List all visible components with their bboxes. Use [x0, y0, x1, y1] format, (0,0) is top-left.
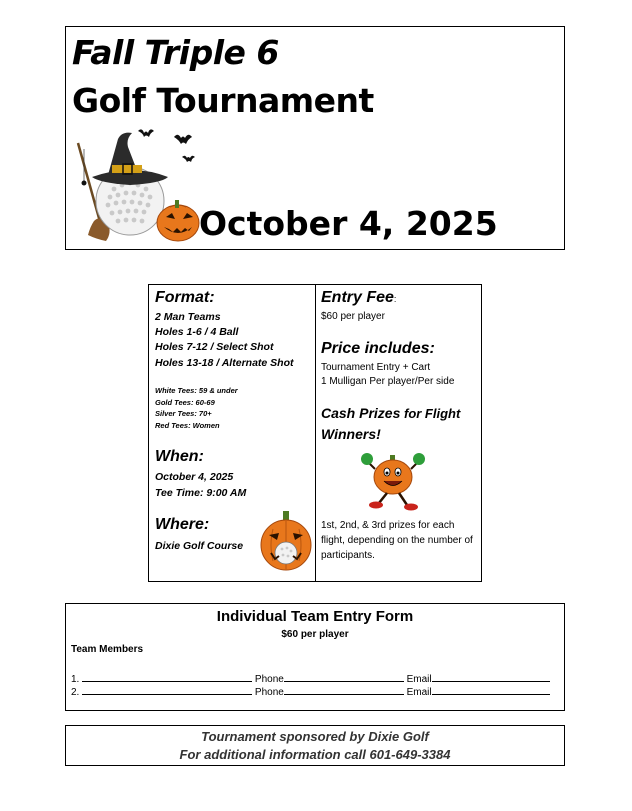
column-divider [315, 285, 316, 581]
row-number: 1. [71, 674, 80, 685]
team-members-label: Team Members [71, 644, 144, 655]
name-field[interactable] [82, 672, 252, 682]
row-number: 2. [71, 687, 80, 698]
format-item: Holes 7-12 / Select Shot [155, 341, 274, 353]
title-line-2: Golf Tournament [72, 81, 374, 120]
bat-icon [174, 135, 192, 144]
price-item: Tournament Entry + Cart [321, 362, 431, 373]
email-field[interactable] [432, 672, 550, 682]
cash-prizes-heading: Cash Prizes for Flight Winners! [321, 405, 461, 442]
info-grid [148, 284, 482, 582]
pumpkin-golf-ball-icon [259, 509, 313, 573]
entry-form-fee: $60 per player [281, 629, 349, 640]
tee-time: Tee Time: 9:00 AM [155, 487, 247, 499]
where-heading: Where: [155, 516, 210, 533]
entry-form [65, 603, 565, 711]
format-heading: Format: [155, 289, 215, 306]
sponsor-line: Tournament sponsored by Dixie Golf [201, 729, 429, 744]
where-location: Dixie Golf Course [155, 540, 244, 552]
entry-form-title: Individual Team Entry Form [216, 608, 414, 625]
tee-item: White Tees: 59 & under [155, 386, 238, 395]
header-box [65, 26, 565, 250]
sponsor-footer [65, 725, 565, 766]
team-member-row [71, 685, 550, 698]
format-item: Holes 13-18 / Alternate Shot [155, 357, 294, 369]
witch-golf-ball-icon [74, 123, 204, 243]
bat-icon [182, 156, 195, 162]
cash-prizes-description: 1st, 2nd, & 3rd prizes for each flight, depending on the number of participants. [321, 520, 473, 561]
tee-item: Gold Tees: 60-69 [155, 398, 215, 407]
price-includes-heading: Price includes: [321, 340, 435, 357]
phone-field[interactable] [284, 672, 404, 682]
phone-field[interactable] [284, 685, 404, 695]
when-heading: When: [155, 448, 204, 465]
phone-label: Phone [254, 687, 284, 698]
bat-icon [138, 129, 154, 137]
title-line-1: Fall Triple 6 [72, 33, 279, 72]
event-date: October 4, 2025 [199, 204, 498, 243]
email-label: Email [406, 687, 432, 698]
email-field[interactable] [432, 685, 550, 695]
when-date: October 4, 2025 [155, 471, 234, 483]
format-item: Holes 1-6 / 4 Ball [155, 326, 239, 338]
phone-label: Phone [254, 674, 284, 685]
tee-item: Silver Tees: 70+ [155, 409, 212, 418]
price-item: 1 Mulligan Per player/Per side [321, 376, 455, 387]
format-item: 2 Man Teams [155, 311, 221, 323]
team-member-row [71, 672, 550, 685]
running-pumpkin-icon [357, 447, 429, 513]
entry-fee-heading: Entry Fee: [321, 289, 397, 306]
contact-line: For additional information call 601-649-3384 [179, 747, 451, 762]
tee-item: Red Tees: Women [155, 421, 220, 430]
name-field[interactable] [82, 685, 252, 695]
entry-fee-amount: $60 per player [321, 311, 385, 322]
email-label: Email [406, 674, 432, 685]
